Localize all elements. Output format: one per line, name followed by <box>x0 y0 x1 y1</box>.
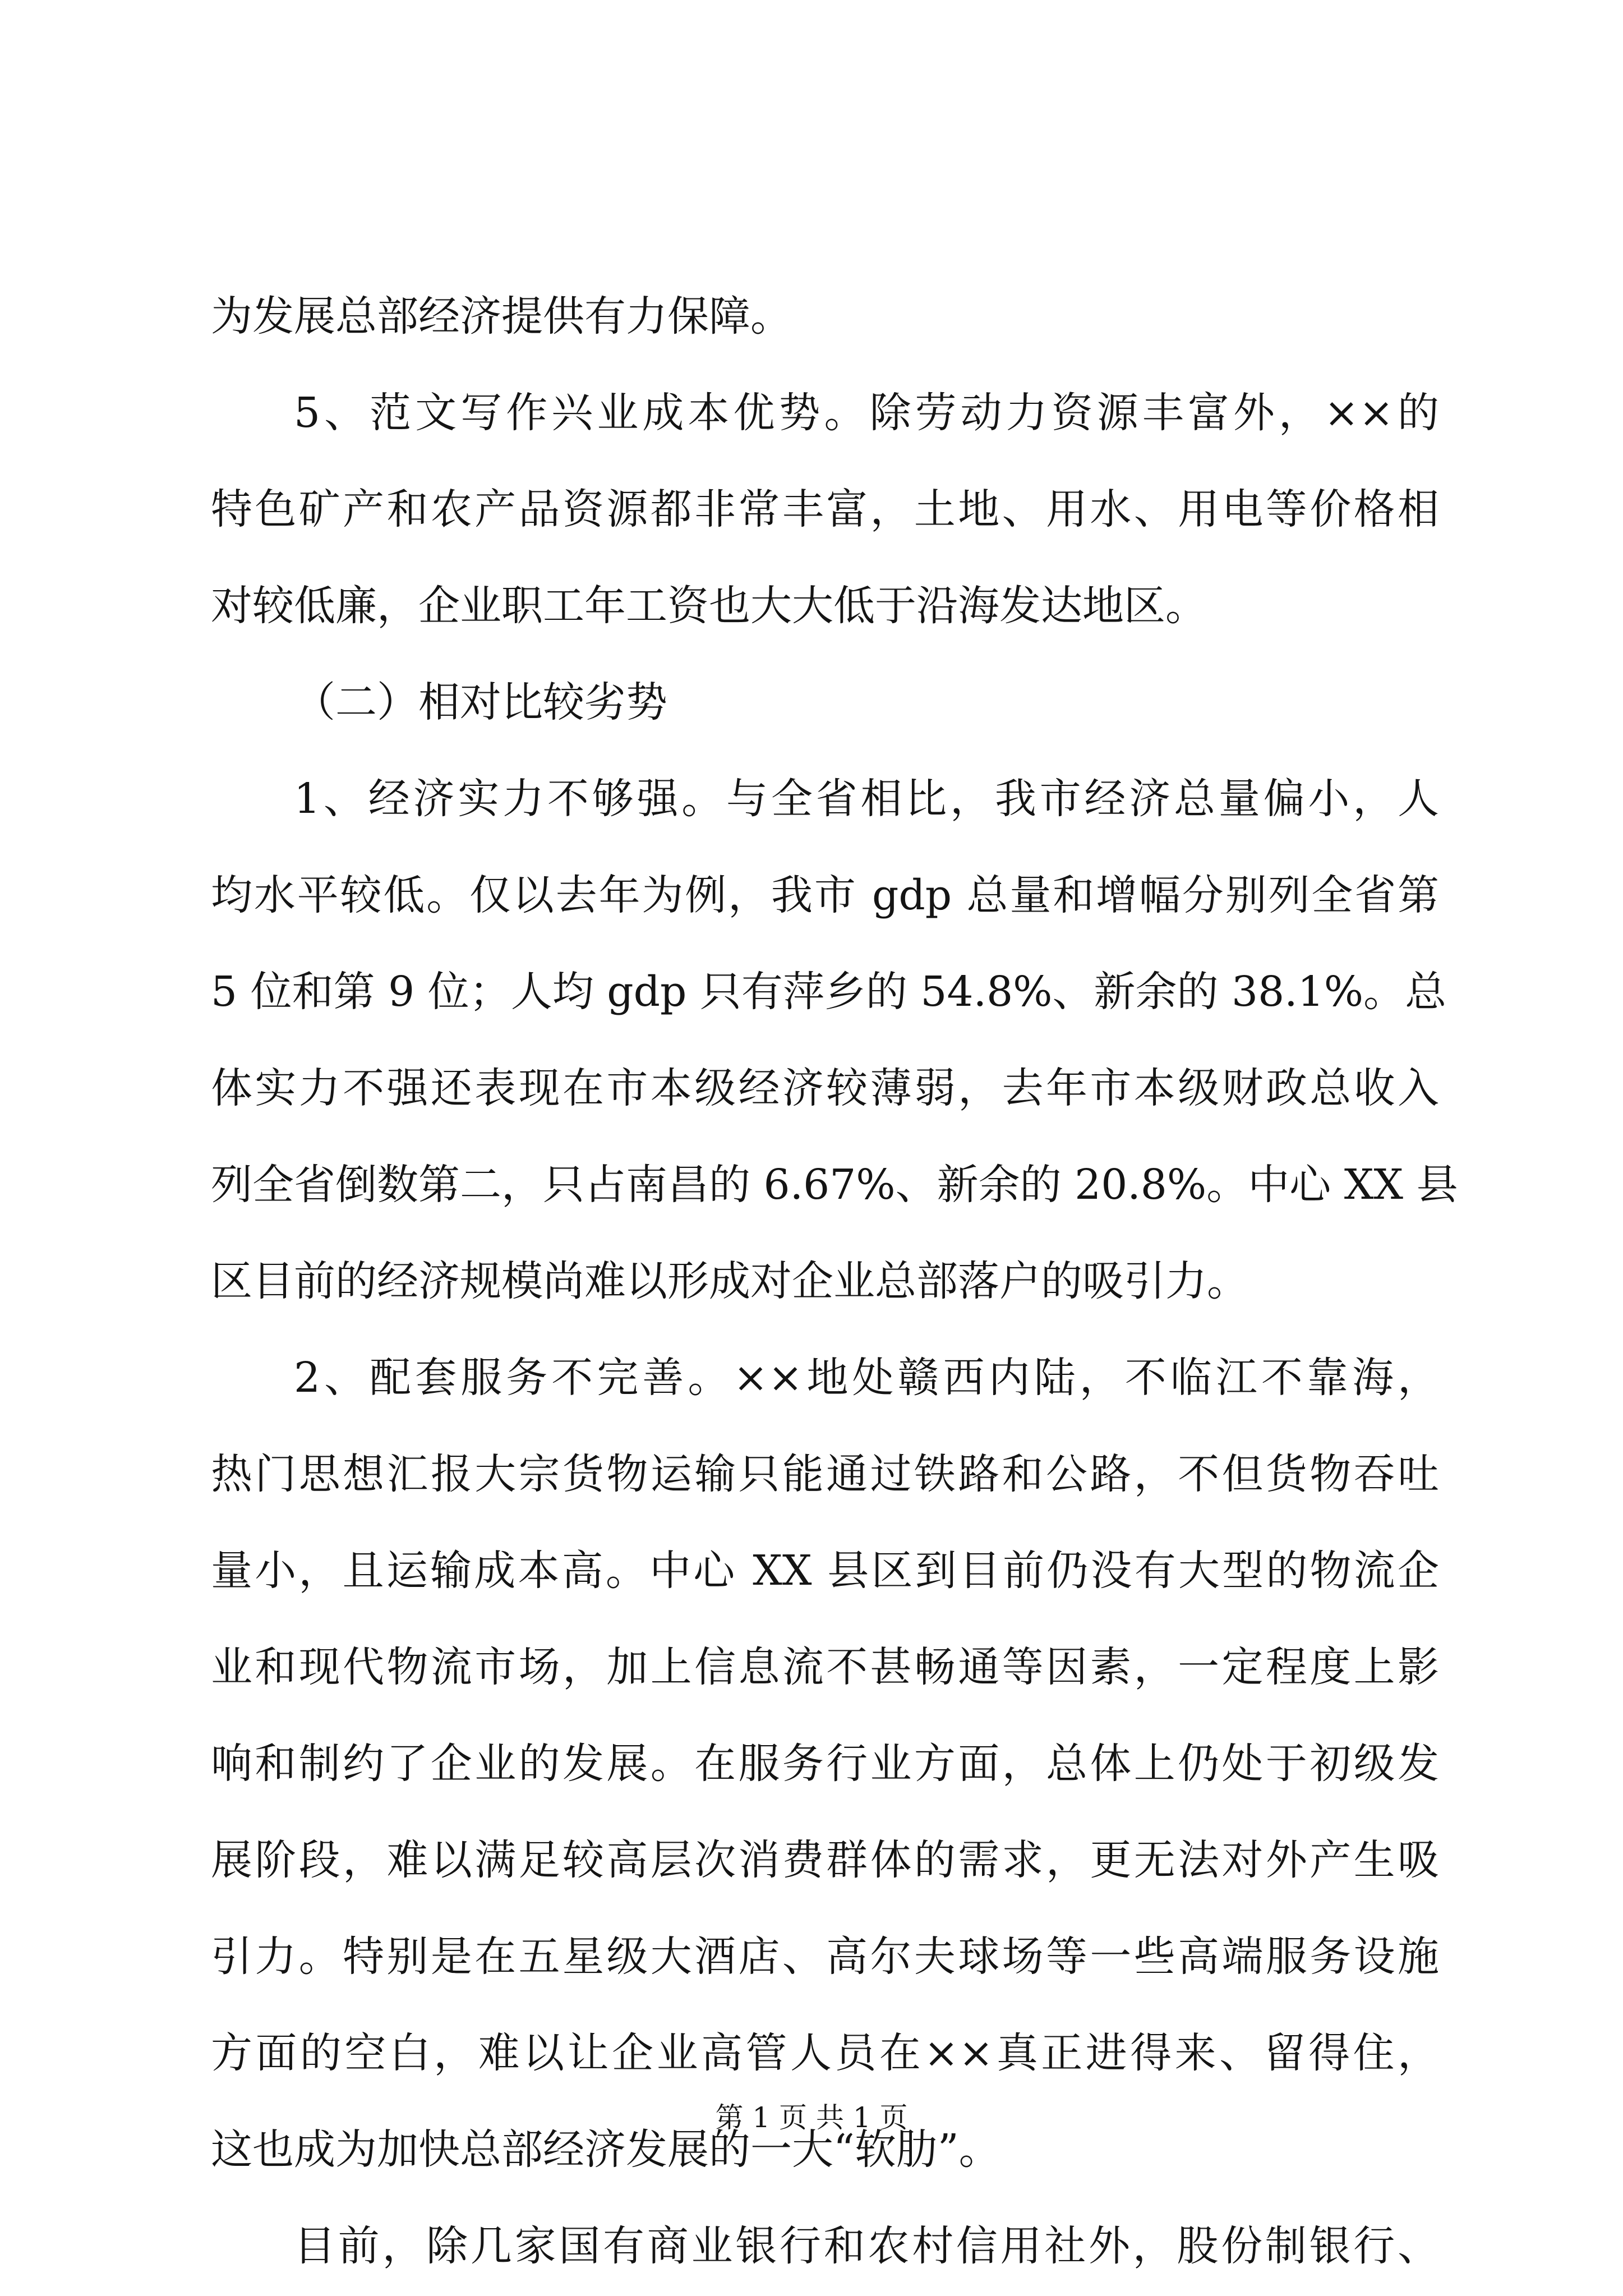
text-line: 列全省倒数第二，只占南昌的 6.67%、新余的 20.8%。中心 XX 县 <box>211 1161 1458 1209</box>
text-line: 量小，且运输成本高。中心 XX 县区到目前仍没有大型的物流企 <box>211 1547 1439 1595</box>
text-line: 5、范文写作兴业成本优势。除劳动力资源丰富外，××的 <box>294 389 1439 437</box>
text-line: 对较低廉，企业职工年工资也大大低于沿海发达地区。 <box>211 582 1207 630</box>
text-line: 方面的空白，难以让企业高管人员在××真正进得来、留得住， <box>211 2029 1439 2077</box>
page-footer: 第 1 页 共 1 页 <box>715 2101 908 2134</box>
text-line: 特色矿产和农产品资源都非常丰富，土地、用水、用电等价格相 <box>211 485 1439 533</box>
text-line: 5 位和第 9 位；人均 gdp 只有萍乡的 54.8%、新余的 38.1%。总 <box>211 968 1447 1016</box>
text-line: 展阶段，难以满足较高层次消费群体的需求，更无法对外产生吸 <box>211 1836 1439 1884</box>
text-line: （二）相对比较劣势 <box>294 678 667 726</box>
text-line: 区目前的经济规模尚难以形成对企业总部落户的吸引力。 <box>211 1257 1248 1305</box>
text-line: 引力。特别是在五星级大酒店、高尔夫球场等一些高端服务设施 <box>211 1932 1439 1981</box>
text-line: 为发展总部经济提供有力保障。 <box>211 292 792 341</box>
text-line: 1、经济实力不够强。与全省相比，我市经济总量偏小，人 <box>294 775 1439 823</box>
text-line: 热门思想汇报大宗货物运输只能通过铁路和公路，不但货物吞吐 <box>211 1450 1439 1498</box>
text-line: 目前，除几家国有商业银行和农村信用社外，股份制银行、 <box>294 2222 1439 2270</box>
text-line: 业和现代物流市场，加上信息流不甚畅通等因素，一定程度上影 <box>211 1643 1439 1691</box>
text-line: 这也成为加快总部经济发展的一大“软肋”。 <box>211 2125 1000 2174</box>
text-line: 2、配套服务不完善。××地处赣西内陆，不临江不靠海， <box>294 1354 1439 1402</box>
text-line: 均水平较低。仅以去年为例，我市 gdp 总量和增幅分别列全省第 <box>211 871 1439 919</box>
document-body <box>211 268 1458 2294</box>
text-line: 体实力不强还表现在市本级经济较薄弱，去年市本级财政总收入 <box>211 1064 1439 1112</box>
text-line: 响和制约了企业的发展。在服务行业方面，总体上仍处于初级发 <box>211 1740 1439 1788</box>
